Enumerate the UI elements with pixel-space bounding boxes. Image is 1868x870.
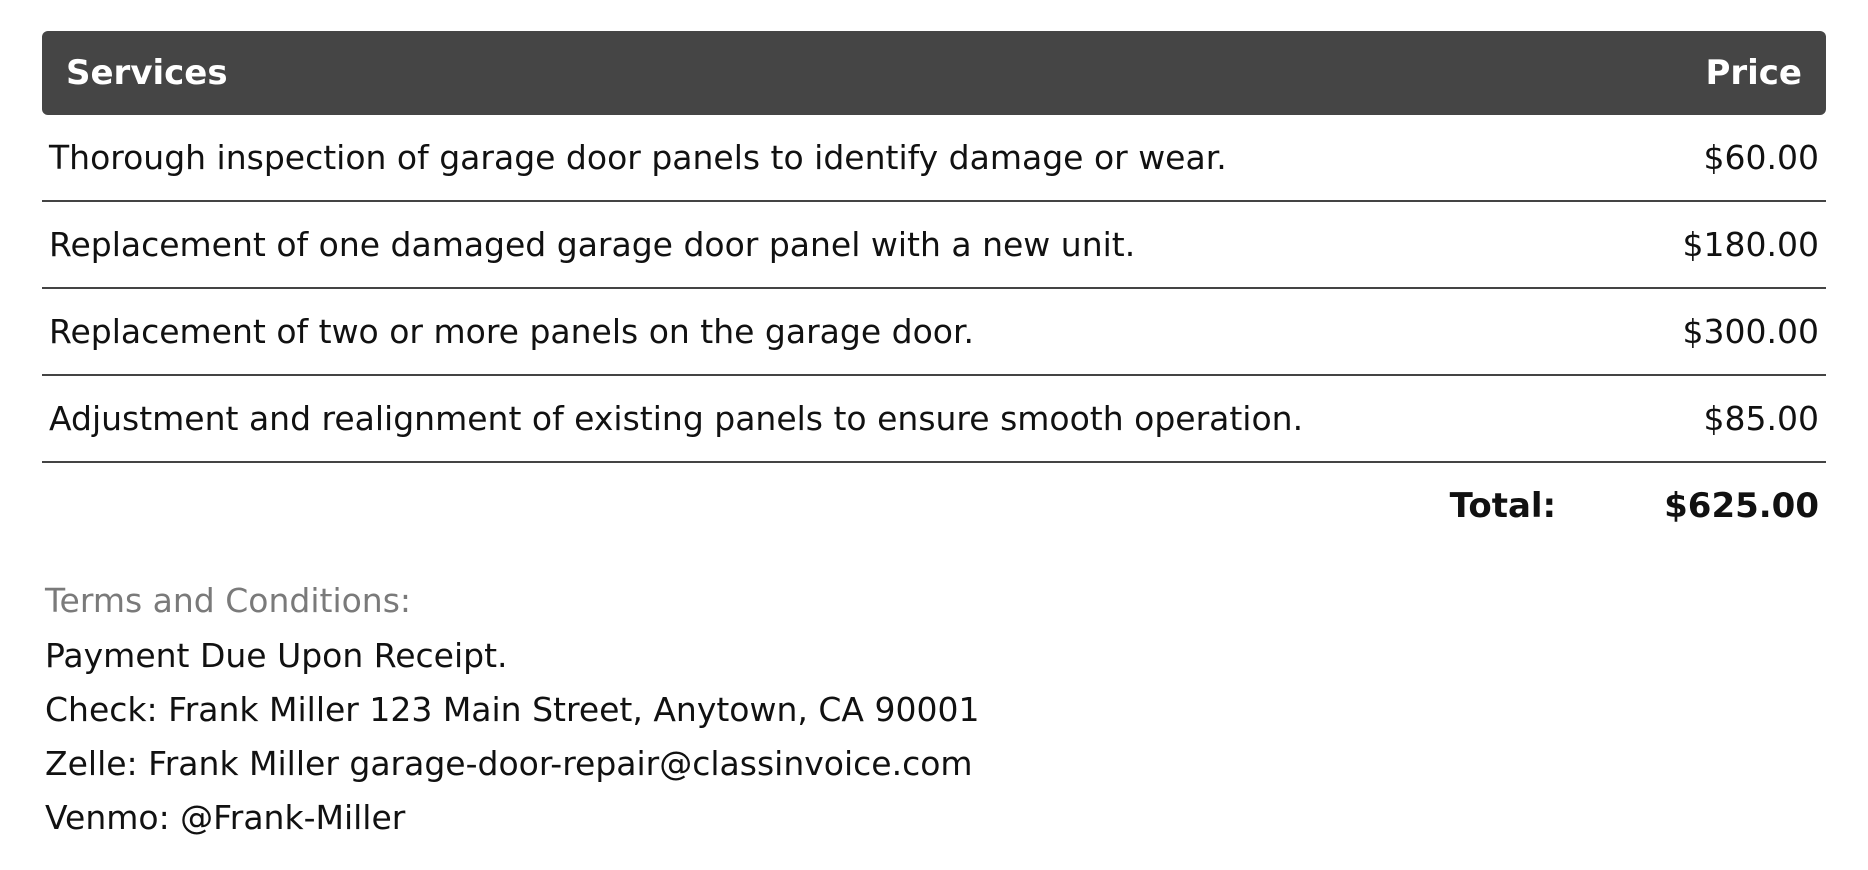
service-price: $300.00 [1637,288,1826,375]
service-price: $180.00 [1637,201,1826,288]
payment-due-line: Payment Due Upon Receipt. [45,636,508,675]
table-row [42,115,1826,201]
total-line [42,463,1826,549]
check-payment-line: Check: Frank Miller 123 Main Street, Anytown, CA 90001 [45,690,980,729]
table-header-row [42,31,1826,115]
services-table [42,31,1826,463]
service-description: Replacement of two or more panels on the garage door. [42,288,1637,375]
service-description: Thorough inspection of garage door panels to identify damage or wear. [42,115,1637,201]
services-column-header: Services [66,53,228,93]
table-row [42,201,1826,288]
zelle-payment-line: Zelle: Frank Miller garage-door-repair@classinvoice.com [45,744,973,783]
terms-heading: Terms and Conditions: [45,581,412,620]
table-row [42,288,1826,375]
invoice-section [42,31,1826,845]
table-row [42,375,1826,462]
price-column-header: Price [1705,53,1802,93]
service-description: Replacement of one damaged garage door panel with a new unit. [42,201,1637,288]
total-label: Total: [1449,486,1557,526]
venmo-payment-line: Venmo: @Frank-Miller [45,798,406,837]
service-price: $60.00 [1637,115,1826,201]
terms-section [42,573,1826,845]
service-description: Adjustment and realignment of existing panels to ensure smooth operation. [42,375,1637,462]
service-price: $85.00 [1637,375,1826,462]
total-value: $625.00 [1664,486,1819,526]
